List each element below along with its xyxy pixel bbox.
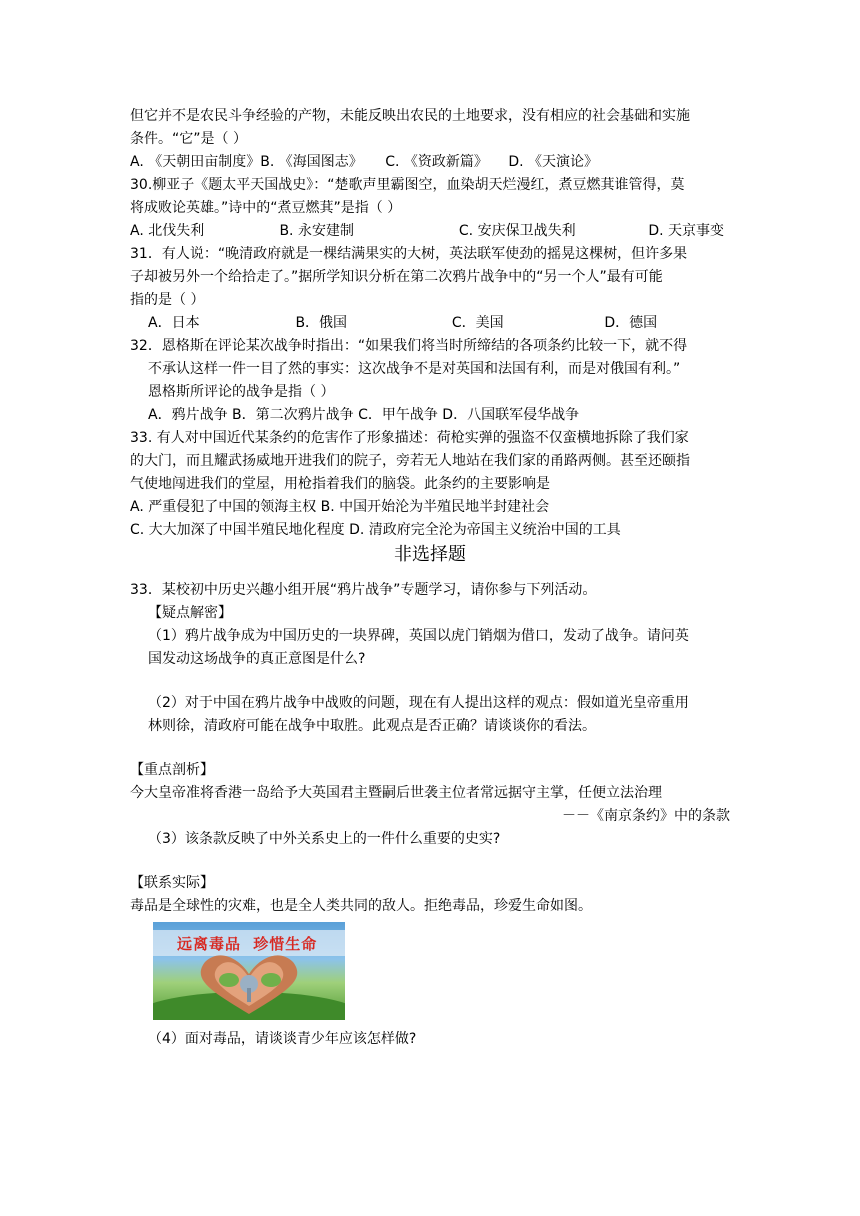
q31-option-b: B．俄国	[295, 315, 348, 331]
q29-option-d: D. 《天演论》	[508, 154, 599, 170]
q30-option-a: A. 北伐失利	[130, 223, 205, 239]
part2-intro: 33．某校初中历史兴趣小组开展“鸦片战争”专题学习，请你参与下列活动。	[130, 582, 597, 598]
section-title: 非选择题	[394, 544, 466, 565]
q31-option-d: D．德国	[604, 315, 658, 331]
treaty-source: －－《南京条约》中的条款	[562, 808, 730, 824]
poster-slogan-1: 远离毒品	[177, 935, 242, 953]
anti-drug-poster	[153, 922, 345, 1020]
q33-options-ab: A. 严重侵犯了中国的领海主权 B. 中国开始沦为半殖民地半封建社会	[130, 499, 550, 515]
q31-option-a: A．日本	[148, 315, 200, 331]
part2-q1-line1: （1）鸦片战争成为中国历史的一块界碑，英国以虎门销烟为借口，发动了战争。请问英	[148, 628, 689, 644]
drug-statement: 毒品是全球性的灾难，也是全人类共同的敌人。拒绝毒品，珍爱生命如图。	[130, 898, 592, 914]
q30-options	[130, 221, 724, 241]
q31-stem-line2: 子却被另外一个给拾走了。”据所学知识分析在第二次鸦片战争中的“另一个人”最有可能	[130, 269, 663, 285]
heading-key-analysis: 【重点剖析】	[130, 762, 214, 778]
q32-stem-line2: 不承认这样一件一目了然的事实：这次战争不是对英国和法国有利，而是对俄国有利。”	[148, 361, 681, 377]
q31-option-c: C．美国	[451, 315, 504, 331]
part2-q2-line2: 林则徐，清政府可能在战争中取胜。此观点是否正确？请谈谈你的看法。	[148, 718, 596, 734]
q29-stem-line2: 条件。“它”是（ ）	[130, 131, 247, 147]
heading-real-life: 【联系实际】	[130, 875, 214, 891]
part2-q3: （3）该条款反映了中外关系史上的一件什么重要的史实?	[148, 831, 501, 847]
q33-stem-line3: 气使地闯进我们的堂屋，用枪指着我们的脑袋。此条约的主要影响是	[130, 476, 550, 492]
q32-stem-line3: 恩格斯所评论的战争是指（ ）	[148, 384, 335, 400]
q29-option-c: C. 《资政新篇》	[385, 154, 488, 170]
q29-options	[130, 152, 598, 172]
q30-option-c: C. 安庆保卫战失利	[458, 223, 576, 239]
q29-option-ab: A. 《天朝田亩制度》B. 《海国图志》	[130, 154, 363, 170]
q31-stem-line3: 指的是（ ）	[130, 292, 205, 308]
q30-stem-line1: 30.柳亚子《题太平天国战史》：“楚歌声里霸图空，血染胡天烂漫红，煮豆燃萁谁管得，莫	[130, 177, 685, 193]
q29-stem-line1: 但它并不是农民斗争经验的产物，未能反映出农民的土地要求，没有相应的社会基础和实施	[130, 108, 690, 124]
q31-options	[148, 313, 657, 333]
treaty-quote: 今大皇帝准将香港一岛给予大英国君主暨嗣后世袭主位者常远据守主掌，任便立法治理	[130, 785, 662, 801]
heading-doubt-resolve: 【疑点解密】	[148, 605, 232, 621]
poster-slogan	[177, 933, 317, 954]
q32-options: A．鸦片战争 B．第二次鸦片战争 C．甲午战争 D．八国联军侵华战争	[148, 407, 580, 423]
q33-options-cd: C. 大大加深了中国半殖民地化程度 D. 清政府完全沦为帝国主义统治中国的工具	[130, 522, 621, 538]
part2-q1-line2: 国发动这场战争的真正意图是什么?	[148, 651, 366, 667]
q33-stem-line1: 33. 有人对中国近代某条约的危害作了形象描述：荷枪实弹的强盗不仅蛮横地拆除了我们家	[130, 430, 689, 446]
poster-slogan-2: 珍惜生命	[253, 935, 318, 953]
q30-stem-line2: 将成败论英雄。”诗中的“煮豆燃萁”是指（ ）	[130, 200, 402, 216]
q33-stem-line2: 的大门，而且耀武扬威地开进我们的院子，旁若无人地站在我们家的甬路两侧。甚至还颐指	[130, 453, 690, 469]
part2-q4: （4）面对毒品，请谈谈青少年应该怎样做?	[148, 1031, 417, 1047]
part2-q2-line1: （2）对于中国在鸦片战争中战败的问题，现在有人提出这样的观点：假如道光皇帝重用	[148, 695, 689, 711]
q31-stem-line1: 31．有人说：“晚清政府就是一棵结满果实的大树，英法联军使劲的摇晃这棵树，但许多果	[130, 246, 688, 262]
q30-option-d: D. 天京事变	[648, 223, 725, 239]
q32-stem-line1: 32．恩格斯在评论某次战争时指出：“如果我们将当时所缔结的各项条约比较一下，就不得	[130, 338, 688, 354]
q30-option-b: B. 永安建制	[279, 223, 354, 239]
